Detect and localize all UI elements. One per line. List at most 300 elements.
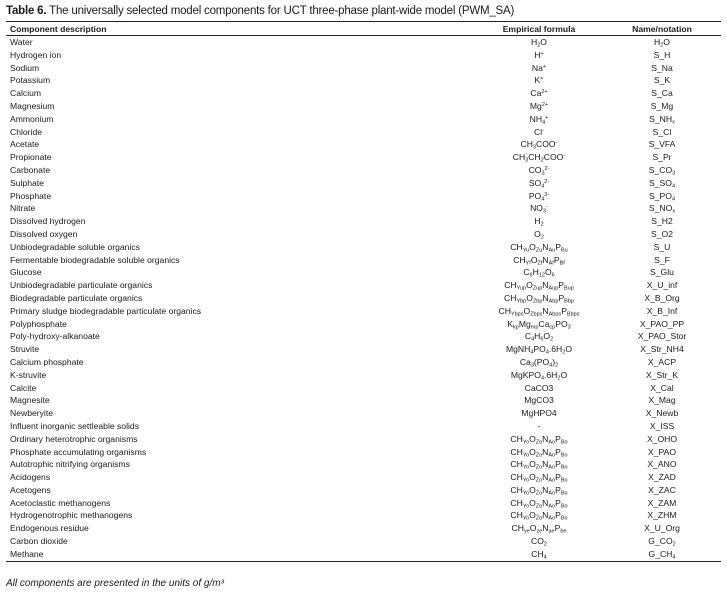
empirical-formula: [475, 113, 603, 126]
subscript: Ao: [548, 477, 556, 484]
component-description: Hydrogenotrophic methanogens: [10, 510, 133, 521]
subscript: Zo: [535, 515, 543, 522]
text-segment: O: [529, 472, 536, 483]
text-segment: CH: [498, 305, 511, 316]
subscript: ye: [523, 528, 530, 535]
text-segment: O: [526, 292, 533, 303]
text-segment: S_H: [653, 49, 671, 60]
text-segment: P: [558, 292, 565, 303]
subscript: Zo: [535, 503, 543, 510]
text-segment: S_Pr: [652, 152, 672, 163]
subscript: cp: [549, 324, 556, 331]
name-notation: [603, 305, 721, 318]
text-segment: O: [543, 331, 551, 342]
empirical-formula: [475, 36, 603, 49]
component-description: Fermentable biodegradable soluble organics: [10, 254, 180, 265]
subscript: Zbp: [532, 298, 543, 305]
name-notation: [603, 509, 721, 522]
empirical-formula: [475, 202, 603, 215]
subscript: 3: [525, 157, 529, 164]
component-description: Magnesite: [10, 395, 50, 406]
text-segment: X_B_Org: [644, 292, 680, 303]
text-segment: S_K: [653, 75, 671, 86]
component-description: Acetogens: [10, 484, 51, 495]
text-segment: G_CH: [648, 548, 673, 559]
subscript: Yo: [522, 464, 530, 471]
component-description: Carbon dioxide: [10, 536, 68, 547]
component-description: Calcium: [10, 88, 42, 99]
name-notation: [603, 254, 721, 267]
text-segment: N: [542, 497, 549, 508]
text-segment: Na: [531, 62, 543, 73]
subscript: 3: [541, 170, 545, 177]
subscript: Bo: [560, 452, 568, 458]
component-description: Methane: [6, 548, 475, 561]
subscript: kp: [513, 324, 519, 331]
subscript: 2: [672, 541, 676, 548]
subscript: Au: [548, 247, 556, 254]
empirical-formula: [475, 266, 603, 279]
empirical-formula: [475, 279, 603, 292]
subscript: 4: [543, 554, 547, 561]
empirical-formula: [475, 318, 603, 331]
text-segment: S_NO: [648, 203, 673, 214]
empirical-formula: [475, 228, 603, 241]
text-segment: CH: [504, 292, 517, 303]
subscript: 6: [529, 272, 533, 279]
table-row: [6, 382, 721, 395]
text-segment: X_PAO: [647, 446, 677, 457]
subscript: Zo: [535, 477, 543, 484]
text-segment: P: [555, 484, 561, 495]
empirical-formula: [475, 471, 603, 484]
name-notation: [603, 356, 721, 369]
subscript: Ybp: [516, 298, 527, 305]
subscript: Ao: [548, 515, 556, 522]
subscript: Bup: [564, 285, 574, 292]
subscript: 4: [672, 554, 676, 561]
text-segment: COO: [543, 152, 564, 163]
empirical-formula: [475, 548, 603, 561]
component-description: Poly-hydroxy-alkanoate: [10, 331, 100, 342]
table-row: [6, 164, 721, 177]
empirical-formula: [475, 254, 603, 267]
text-segment: X_PAO_Stor: [637, 331, 687, 342]
empirical-formula: [475, 458, 603, 471]
component-description: Dissolved oxygen: [10, 228, 78, 239]
text-segment: SO: [528, 177, 542, 188]
text-segment: O: [529, 523, 537, 534]
subscript: 2: [540, 221, 544, 228]
component-description: Struvite: [10, 344, 40, 355]
table-row: [6, 305, 721, 318]
empirical-formula: [475, 369, 603, 382]
subscript: Bu: [560, 247, 568, 254]
name-notation: [603, 164, 721, 177]
text-segment: H: [531, 37, 538, 47]
text-segment: CH: [510, 446, 523, 457]
subscript: 12: [538, 272, 545, 279]
text-segment: X_ZAD: [648, 472, 676, 483]
table-row: [6, 484, 721, 497]
text-segment: C: [524, 331, 532, 342]
component-description: Sulphate: [10, 177, 44, 188]
component-description: Polyphosphate: [10, 318, 67, 329]
empirical-formula: [475, 382, 603, 395]
text-segment: O: [560, 369, 568, 380]
text-segment: P: [555, 497, 561, 508]
name-notation: [603, 420, 721, 433]
text-segment: N: [542, 484, 549, 495]
subscript: Ao: [548, 464, 556, 471]
table-row: [6, 356, 721, 369]
subscript: Bo: [560, 464, 568, 471]
text-segment: COO: [536, 139, 556, 150]
header-empirical-formula: Empirical formula: [475, 22, 603, 36]
text-segment: MgHPO4: [521, 408, 557, 419]
subscript: Bo: [560, 439, 568, 446]
subscript: Bo: [560, 515, 568, 522]
component-description: Nitrate: [10, 203, 36, 214]
text-segment: H: [532, 267, 539, 278]
component-description: Sodium: [10, 62, 40, 73]
text-segment: O: [523, 305, 531, 316]
text-segment: X_Str_K: [645, 369, 678, 380]
subscript: 4: [530, 349, 534, 356]
text-segment: CH: [528, 152, 541, 163]
text-segment: N: [542, 433, 549, 444]
empirical-formula: [475, 49, 603, 62]
table-row: [6, 509, 721, 522]
table-row: [6, 151, 721, 164]
component-description: Acidogens: [10, 472, 51, 483]
superscript: -: [563, 153, 566, 160]
empirical-formula: [475, 330, 603, 343]
name-notation: [603, 74, 721, 87]
table-row: [6, 215, 721, 228]
text-segment: S_VFA: [648, 139, 676, 150]
name-notation: [603, 279, 721, 292]
text-segment: P: [553, 254, 560, 265]
empirical-formula: [475, 484, 603, 497]
text-segment: Cl: [534, 126, 543, 137]
name-notation: [603, 113, 721, 126]
subscript: 2: [540, 157, 544, 164]
superscript: 2-: [544, 178, 550, 185]
subscript: 4: [531, 336, 535, 343]
name-notation: [603, 484, 721, 497]
text-segment: N: [542, 305, 549, 316]
text-segment: O: [529, 241, 536, 252]
table-row: [6, 318, 721, 331]
component-description: Phosphate accumulating organisms: [10, 446, 147, 457]
text-segment: P: [555, 446, 561, 457]
component-description: Biodegradable particulate organics: [10, 292, 143, 303]
empirical-formula: [475, 497, 603, 510]
text-segment: Mg: [518, 318, 531, 329]
superscript: 3-: [544, 191, 550, 198]
text-segment: NH: [529, 113, 543, 124]
text-segment: O: [544, 267, 552, 278]
text-segment: CO: [528, 164, 542, 175]
text-segment: CH: [520, 139, 533, 150]
table-row: [6, 113, 721, 126]
table-header-row: [6, 22, 721, 36]
text-segment: CaCO3: [524, 382, 554, 393]
text-segment: K: [507, 318, 514, 329]
name-notation: [603, 497, 721, 510]
empirical-formula: [475, 241, 603, 254]
table-row: [6, 407, 721, 420]
superscript: 2+: [541, 89, 548, 96]
text-segment: X_ZAC: [648, 484, 676, 495]
text-segment: P: [555, 433, 561, 444]
superscript: +: [540, 50, 544, 57]
empirical-formula: [475, 433, 603, 446]
text-segment: N: [542, 446, 549, 457]
component-description: Carbonate: [10, 164, 51, 175]
subscript: Bo: [560, 477, 568, 484]
name-notation: [603, 369, 721, 382]
table-row: [6, 330, 721, 343]
text-segment: N: [542, 510, 549, 521]
table-row: [6, 279, 721, 292]
subscript: Bbps: [566, 311, 580, 318]
text-segment: CH: [531, 548, 544, 559]
text-segment: MgNH: [505, 344, 531, 355]
text-segment: PO: [533, 344, 546, 355]
name-notation: [603, 266, 721, 279]
subscript: 2: [557, 375, 561, 382]
subscript: Bo: [560, 503, 568, 510]
name-notation: [603, 382, 721, 395]
name-notation: [603, 202, 721, 215]
text-segment: X_ISS: [649, 420, 675, 431]
component-description: Dissolved hydrogen: [10, 216, 86, 227]
text-segment: O: [534, 228, 541, 239]
empirical-formula: [475, 151, 603, 164]
subscript: 3: [567, 324, 571, 331]
superscript: -: [542, 127, 544, 134]
subscript: Ybps: [510, 311, 524, 318]
text-segment: O: [529, 433, 536, 444]
text-segment: CH: [510, 484, 523, 495]
text-segment: PO: [555, 318, 568, 329]
table-row: [6, 100, 721, 113]
text-segment: N: [542, 292, 549, 303]
text-segment: CH: [513, 254, 526, 265]
table-row: [6, 36, 721, 49]
table-body: [6, 36, 721, 562]
text-segment: CH: [510, 241, 523, 252]
subscript: mp: [530, 324, 539, 331]
header-component-description: Component description: [6, 22, 475, 36]
text-segment: N: [542, 254, 549, 265]
text-segment: P: [554, 523, 561, 534]
text-segment: K: [534, 75, 541, 86]
table-row: [6, 62, 721, 75]
name-notation: [603, 151, 721, 164]
component-description: Endogenous residue: [10, 523, 89, 534]
table-row: [6, 433, 721, 446]
name-notation: [603, 458, 721, 471]
name-notation: [603, 126, 721, 139]
subscript: 4: [549, 362, 553, 369]
empirical-formula: [475, 190, 603, 203]
text-segment: Mg: [529, 100, 542, 111]
text-segment: O: [529, 484, 536, 495]
superscript: -: [546, 204, 548, 211]
component-description: Calcium phosphate: [10, 356, 84, 367]
subscript: 2: [660, 42, 664, 49]
header-name-notation: Name/notation: [603, 22, 721, 36]
text-segment: P: [555, 459, 561, 470]
component-description: Glucose: [10, 267, 42, 278]
name-notation: [603, 407, 721, 420]
text-segment: X_Cal: [650, 382, 674, 393]
name-notation: [603, 318, 721, 331]
subscript: Yo: [522, 439, 530, 446]
component-description: Unbiodegradable particulate organics: [10, 280, 153, 291]
component-description: Water: [10, 37, 33, 47]
subscript: 6: [551, 272, 555, 279]
table-row: [6, 420, 721, 433]
text-segment: P: [555, 510, 561, 521]
text-segment: O: [540, 37, 547, 47]
name-notation: [603, 138, 721, 151]
empirical-formula: [475, 343, 603, 356]
empirical-formula: [475, 215, 603, 228]
subscript: Bf: [559, 260, 565, 267]
text-segment: X_B_Inf: [646, 305, 678, 316]
component-description: Phosphate: [10, 190, 52, 201]
superscript: +: [540, 76, 544, 83]
subscript: Zup: [532, 285, 543, 292]
text-segment: P: [555, 241, 561, 252]
name-notation: [603, 228, 721, 241]
text-segment: O: [526, 280, 533, 291]
text-segment: X_PAO_PP: [639, 318, 685, 329]
name-notation: [603, 471, 721, 484]
text-segment: P: [561, 305, 567, 316]
text-segment: Ca: [538, 318, 550, 329]
name-notation: [603, 241, 721, 254]
name-notation: [603, 343, 721, 356]
text-segment: S_O2: [651, 228, 673, 239]
text-segment: CH: [510, 433, 523, 444]
components-table: [6, 21, 721, 562]
text-segment: S_PO: [649, 190, 672, 201]
name-notation: [603, 177, 721, 190]
text-segment: NO: [530, 203, 543, 214]
text-segment: O: [565, 344, 573, 355]
name-notation: [603, 522, 721, 535]
superscript: 2+: [541, 101, 549, 108]
subscript: 2: [543, 541, 547, 548]
name-notation: [603, 433, 721, 446]
subscript: Ao: [548, 503, 556, 510]
subscript: Yup: [516, 285, 527, 292]
empirical-formula: [475, 535, 603, 548]
empirical-formula: [475, 177, 603, 190]
subscript: Abp: [548, 298, 559, 305]
table-row: [6, 458, 721, 471]
name-notation: [603, 292, 721, 305]
superscript: -: [555, 140, 558, 147]
text-segment: CH: [511, 523, 524, 534]
table-caption: [6, 5, 514, 17]
subscript: 3: [530, 362, 534, 369]
component-description: Propionate: [10, 152, 52, 163]
text-segment: X_ACP: [647, 356, 677, 367]
subscript: Bbp: [564, 298, 574, 305]
text-segment: CO: [531, 536, 544, 547]
table-row: [6, 535, 721, 548]
subscript: Yu: [522, 247, 530, 254]
text-segment: X_ZHM: [647, 510, 677, 521]
empirical-formula: [475, 356, 603, 369]
name-notation: [603, 36, 721, 49]
subscript: 4: [541, 183, 545, 190]
empirical-formula: [475, 522, 603, 535]
table-row: [6, 74, 721, 87]
empirical-formula: [475, 292, 603, 305]
text-segment: CH: [512, 152, 526, 163]
component-description: Primary sludge biodegradable particulate organics: [10, 305, 202, 316]
name-notation: [603, 100, 721, 113]
subscript: 4: [545, 349, 549, 356]
subscript: Zbps: [530, 311, 543, 318]
name-notation: [603, 394, 721, 407]
text-segment: CH: [510, 510, 523, 521]
empirical-formula: [475, 446, 603, 459]
text-segment: O: [529, 510, 536, 521]
table-row: [6, 343, 721, 356]
text-segment: X_Mag: [648, 395, 676, 406]
component-description: Unbiodegradable soluble organics: [10, 241, 140, 252]
text-segment: X_U_inf: [646, 280, 678, 291]
text-segment: CH: [504, 280, 517, 291]
subscript: ae: [548, 528, 555, 535]
subscript: Zo: [535, 439, 543, 446]
text-segment: O: [663, 37, 670, 47]
text-segment: CH: [510, 497, 523, 508]
text-segment: S_Glu: [650, 267, 674, 278]
text-segment: .6H: [548, 344, 563, 355]
subscript: 2: [540, 234, 544, 241]
table-row: [6, 138, 721, 151]
subscript: 6: [540, 336, 544, 343]
subscript: Yo: [522, 477, 530, 484]
subscript: 3: [672, 170, 676, 177]
text-segment: S_Ca: [651, 88, 673, 99]
subscript: 3: [532, 144, 537, 151]
subscript: Bo: [560, 490, 568, 497]
component-description: Influent inorganic settleable solids: [10, 420, 139, 431]
empirical-formula: [475, 509, 603, 522]
text-segment: N: [542, 241, 549, 252]
text-segment: S_U: [653, 241, 671, 252]
subscript: Af: [548, 260, 554, 267]
table-row: [6, 266, 721, 279]
text-segment: (PO: [533, 356, 550, 367]
subscript: 4: [671, 196, 675, 203]
text-segment: X_OHO: [646, 433, 678, 444]
subscript: Yo: [522, 452, 530, 458]
subscript: Yo: [522, 490, 530, 497]
text-segment: H: [534, 216, 541, 227]
text-segment: CH: [510, 472, 523, 483]
